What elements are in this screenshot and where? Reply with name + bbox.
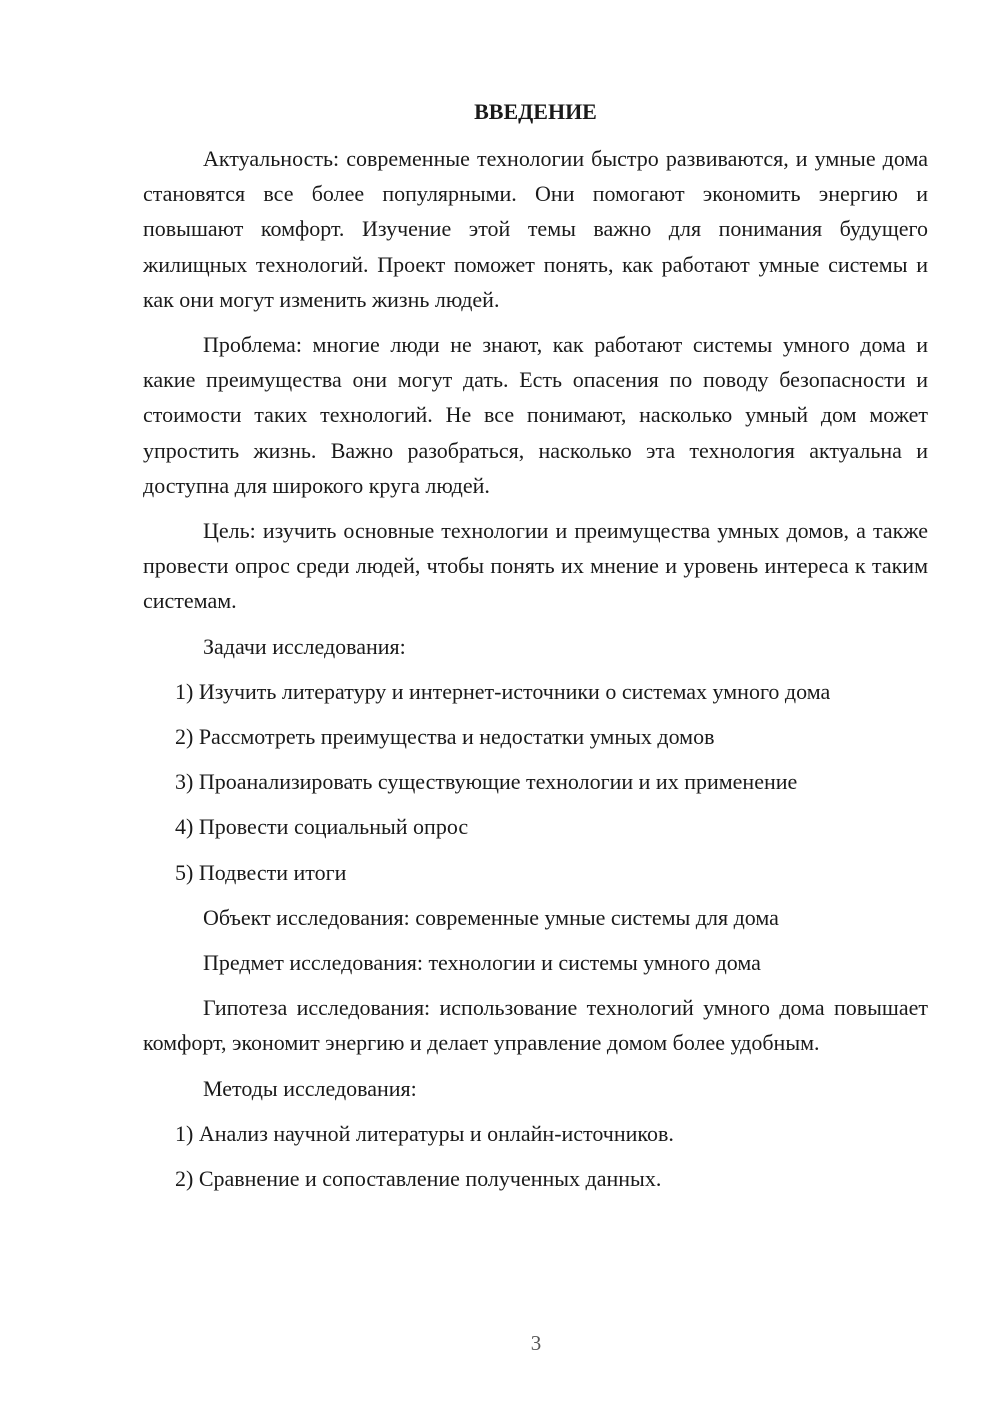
subject-line: Предмет исследования: технологии и системы умного дома [203,950,761,976]
problem-paragraph: Проблема: многие люди не знают, как работают системы умного дома и какие преимущества они могут дать. Есть опасения по поводу безопасности и стоимости таких технологий. Не все понимают, насколько умный дом может упростить жизнь. Важно разобраться, насколько эта технология актуальна и доступна для широкого круга людей. [143,332,928,498]
page-number: 3 [530,1331,542,1355]
task-item: 2) Рассмотреть преимущества и недостатки умных домов [175,724,715,750]
task-item: 5) Подвести итоги [175,859,347,885]
page-content [143,94,928,1206]
section-heading: ВВЕДЕНИЕ [474,99,597,124]
task-item: 4) Провести социальный опрос [175,814,469,840]
methods-title: Методы исследования: [203,1075,417,1101]
method-item: 1) Анализ научной литературы и онлайн-источников. [175,1120,674,1146]
tasks-list [143,674,928,890]
task-item: 3) Проанализировать существующие технологии и их применение [175,769,798,795]
methods-list [143,1116,928,1196]
method-item: 2) Сравнение и сопоставление полученных данных. [175,1166,662,1192]
goal-paragraph: Цель: изучить основные технологии и преимущества умных домов, а также провести опрос среди людей, чтобы понять их мнение и уровень интереса к таким системам. [143,518,928,614]
task-item: 1) Изучить литературу и интернет-источники о системах умного дома [175,678,831,704]
relevance-paragraph: Актуальность: современные технологии быстро развиваются, и умные дома становятся все более популярными. Они помогают экономить энергию и повышают комфорт. Изучение этой темы важно для понимания будущего жилищных технологий. Проект поможет понять, как работают умные системы и как они могут изменить жизнь людей. [143,146,928,312]
object-line: Объект исследования: современные умные системы для дома [203,904,779,930]
tasks-title: Задачи исследования: [203,633,406,659]
hypothesis-paragraph: Гипотеза исследования: использование технологий умного дома повышает комфорт, экономит энергию и делает управление домом более удобным. [143,995,928,1056]
